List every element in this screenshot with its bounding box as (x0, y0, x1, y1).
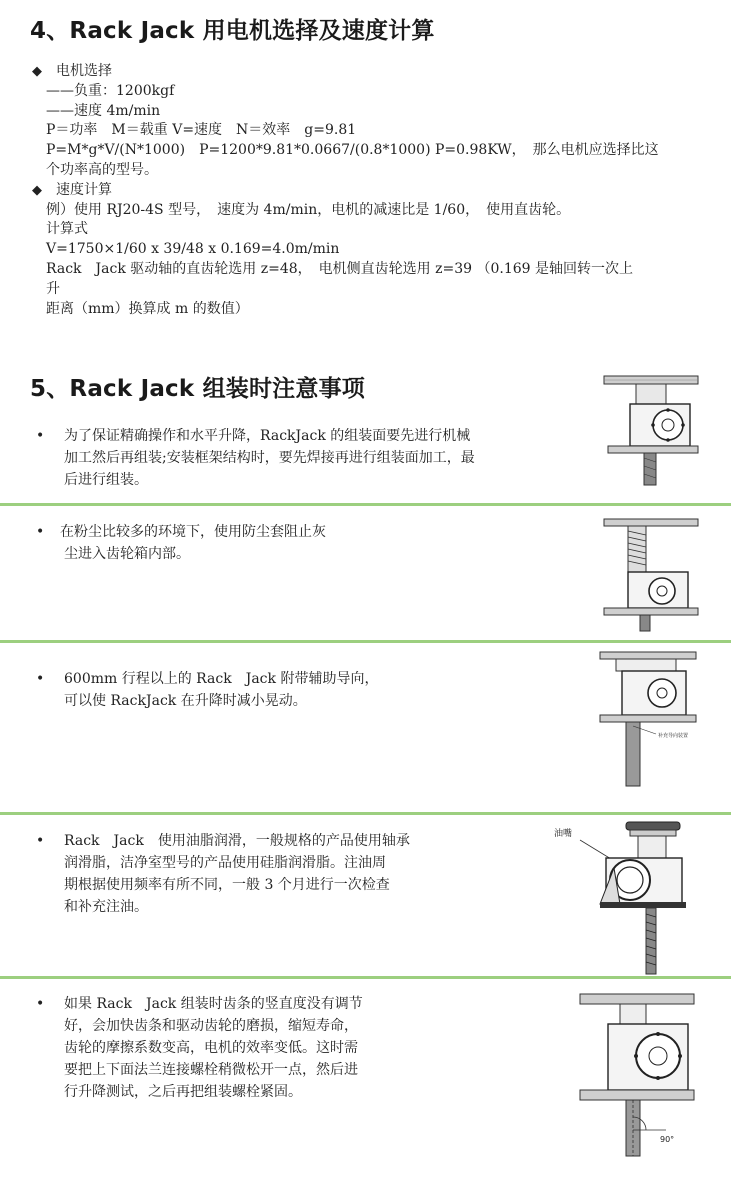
note-line: 在粉尘比较多的环境下，使用防尘套阻止灰 (60, 524, 326, 540)
note-item-3 (36, 668, 456, 712)
note-item-5 (36, 993, 456, 1103)
diamond-bullet-icon: ◆ (32, 64, 42, 79)
speed-line: 例）使用 RJ20-4S 型号， 速度为 4m/min，电机的减速比是 1/60， 使用直齿轮。 (46, 201, 571, 218)
note-line: 后进行组装。 (64, 472, 148, 488)
dust-cover-figure (600, 515, 702, 633)
section-4-body (30, 62, 720, 319)
speed-line: 距离（mm）换算成 m 的数值） (46, 300, 249, 317)
note-item-2 (36, 521, 456, 565)
mounting-surface-figure (600, 372, 702, 490)
speed-line: V=1750×1/60 x 39/48 x 0.169=4.0m/min (46, 241, 340, 258)
section-divider (0, 503, 731, 506)
diamond-bullet-icon: ◆ (32, 182, 42, 198)
motor-line: P=M*g*V/(N*1000) P=1200*9.81*0.0667/(0.8*1000) P=0.98KW， 那么电机应选择比这 (46, 142, 659, 159)
motor-heading: 电机选择 (56, 63, 112, 79)
note-line: 可以使 RackJack 在升降时减小晃动。 (64, 693, 307, 709)
note-line: 好，会加快齿条和驱动齿轮的磨损，缩短寿命， (64, 1018, 358, 1034)
motor-line: ——负重：1200kgf (46, 82, 175, 99)
note-item-1 (36, 425, 581, 491)
section-divider (0, 812, 731, 815)
note-line: 要把上下面法兰连接螺栓稍微松开一点，然后进 (64, 1062, 358, 1078)
note-item-4 (36, 830, 476, 918)
round-bullet-icon: • (36, 428, 45, 444)
angle-label: 90° (660, 1135, 675, 1144)
section-4-title: 4、Rack Jack 用电机选择及速度计算 (30, 18, 435, 44)
round-bullet-icon: • (36, 833, 45, 849)
speed-line: Rack Jack 驱动轴的直齿轮选用 z=48， 电机侧直齿轮选用 z=39 （0.169 是轴回转一次上 (46, 260, 633, 277)
note-line: 600mm 行程以上的 Rack Jack 附带辅助导向， (64, 671, 379, 687)
section-5-title: 5、Rack Jack 组装时注意事项 (30, 376, 365, 402)
note-line: 为了保证精确操作和水平升降，RackJack 的组装面要先进行机械 (64, 428, 471, 444)
speed-heading: 速度计算 (56, 181, 112, 198)
motor-line: P＝功率 M＝载重 V=速度 N＝效率 g=9.81 (46, 122, 357, 139)
motor-line: 个功率高的型号。 (46, 161, 158, 178)
note-line: 尘进入齿轮箱内部。 (64, 546, 190, 562)
guide-label: 补充导向装置 (658, 733, 689, 739)
note-line: 齿轮的摩擦系数变高，电机的效率变低。这时需 (64, 1040, 358, 1056)
round-bullet-icon: • (36, 524, 45, 540)
note-line: 如果 Rack Jack 组装时齿条的竖直度没有调节 (64, 996, 363, 1012)
section-divider (0, 640, 731, 643)
note-line: 加工然后再组装;安装框架结构时，要先焊接再进行组装面加工，最 (64, 450, 475, 466)
note-line: 期根据使用频率有所不同，一般 3 个月进行一次检查 (64, 877, 390, 893)
auxiliary-guide-figure (596, 648, 708, 788)
verticality-figure (574, 990, 702, 1160)
speed-line: 计算式 (46, 221, 88, 238)
note-line: 和补充注油。 (64, 899, 148, 915)
note-line: 润滑脂，洁净室型号的产品使用硅脂润滑脂。注油周 (64, 855, 386, 871)
section-divider (0, 976, 731, 979)
speed-heading-row (30, 181, 720, 201)
motor-line: ——速度 4m/min (46, 102, 161, 119)
note-line: 行升降测试，之后再把组装螺栓紧固。 (64, 1084, 302, 1100)
motor-heading-row (30, 62, 720, 82)
round-bullet-icon: • (36, 996, 45, 1012)
speed-line: 升 (46, 280, 60, 297)
note-line: Rack Jack 使用油脂润滑，一般规格的产品使用轴承 (64, 833, 410, 849)
grease-nipple-label: 油嘴 (554, 829, 573, 839)
grease-nipple-figure (550, 818, 695, 978)
round-bullet-icon: • (36, 671, 45, 687)
